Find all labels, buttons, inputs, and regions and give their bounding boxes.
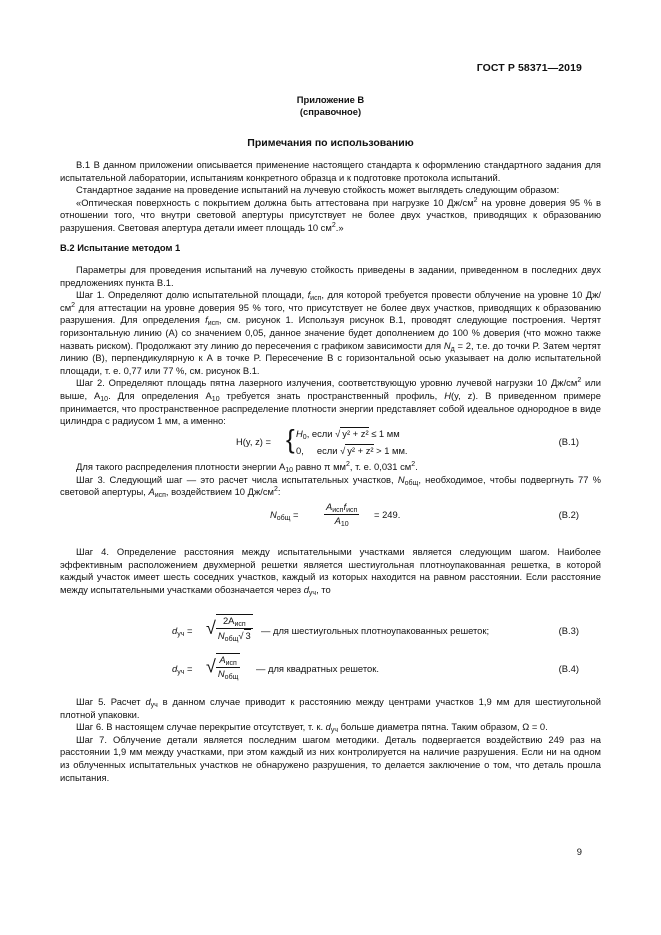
b1-brace: { (286, 424, 295, 454)
b3-lhs: $d_{уч}$ = (172, 625, 193, 638)
step-5-paragraph: Шаг 5. Расчет $d_{уч}$ в данном случае приводит к расстоянию между центрами участков 1,9 мм для шестиугольной плотной упаковки. (60, 696, 601, 720)
subsection-heading: В.2 Испытание методом 1 (60, 242, 181, 253)
step-7-paragraph: Шаг 7. Облучение детали является последним шагом методики. Деталь подвергается воздействию 249 раз на расстоянии 1,9 мм между участками, при этом каждый из них контролируется на наличие разрушения. Если ни на одном из облученных испытательных участков не обнаружено разрушения, то делается заключение о том, что деталь прошла испытания. (60, 733, 601, 783)
step-1-paragraph: Шаг 1. Определяют долю испытательной площади, $f_{исп}$, для которой требуется провести облучение на уровне 10 $Дж/см^2$ для аттестации на уровне доверия 95 % того, что присутствует не более двух участков, приводящих к образованию разрушения. Для определения $f_{исп}$, см. рисунок 1. Используя рисунок В.1, проводят следующие построения. Чертят горизонтальную линию (А) со значением 0,05, данное значение будет дополнением до 100 % доверия (что можно также назвать риском). Продолжают эту линию до пересечения с графиком зависимости для $N_д = 2$, т.е. до точки P. Затем чертят линию (В), перпендикулярную к А в точке P. Пересечение В с горизонтальной осью указывает на долю испытательной площади, т. е. 0,77 или 77 %, см. рисунок В.1. (60, 289, 601, 376)
appendix-note: (справочное) (299, 106, 362, 117)
b4-root: √ $\frac{A_{исп}}{N_{общ}}$ (206, 654, 239, 681)
step-3-paragraph: Шаг 3. Следующий шаг — это расчет числа испытательных участков, $N_{общ}$, необходимое, чтобы подвергнуть 77 % световой апертуры, $A_{исп}$, воздействием 10 $Дж/см^2$: (60, 473, 601, 500)
standard-header: ГОСТ Р 58371—2019 (476, 62, 582, 74)
intro-paragraph-1: В.1 В данном приложении описывается применение настоящего стандарта к оформлению стандартного задания для испытательной лаборатории, испытаниям конкретного образца и к подготовке протокола испытаний. (60, 159, 601, 183)
step-4-paragraph: Шаг 4. Определение расстояния между испытательными участками является следующим шагом. Наиболее эффективным расположением двухмерной решетки является шестиугольная плотноупакованная решетка, в которой каждый участок имеет шесть соседних участков, каждый из которых находится на равном расстоянии. Если расстояние между испытательными участками обозначается через $d_{уч}$, то (60, 546, 601, 597)
b2-fraction: $\frac{A_{исп}f_{исп}}{A_{10}}$ (326, 501, 358, 528)
step-2-paragraph: Шаг 2. Определяют площадь пятна лазерного излучения, соответствующую уровню лучевой нагрузки 10 $Дж/см^2$ или выше, $A_{10}$. Для определения $A_{10}$ требуется знать пространственный профиль, H(y, z). В приведенном примере принимается, что пространственное распределение плотности энергии представляет собой идеальное однородное в виде цилиндра с радиусом 1 мм, а именно: (60, 377, 601, 427)
b2-lhs: $N_{общ}$ = (270, 509, 299, 522)
b3-root: √ $\frac{2A_{исп}}{N_{общ}√ 3}$ (206, 615, 251, 643)
section-title: Примечания по использованию (247, 137, 414, 149)
equation-b4 (60, 653, 601, 693)
b2-number: (В.2) (558, 509, 579, 520)
b4-number: (В.4) (558, 663, 579, 674)
page-number: 9 (576, 846, 582, 857)
steps-part-3 (60, 546, 601, 596)
steps-part-2 (60, 461, 601, 499)
area-paragraph: Для такого распределения плотности энергии $A_{10}$ равно π $мм^2$, т. е. 0,031 $см^2$. (76, 461, 418, 474)
intro-paragraph-2: Стандартное задание на проведение испытаний на лучевую стойкость может выглядеть следующим образом: (76, 184, 560, 196)
b3-number: (В.3) (558, 625, 579, 636)
equation-b1 (60, 424, 601, 464)
b2-result: = 249. (374, 509, 401, 520)
params-paragraph: Параметры для проведения испытаний на лучевую стойкость приведены в задании, приведенном в последних двух предложениях пункта В.1. (60, 264, 601, 288)
intro-text (60, 159, 601, 235)
b4-text: — для квадратных решеток. (256, 663, 379, 674)
equation-b3 (60, 614, 601, 654)
b4-lhs: $d_{уч}$ = (172, 663, 193, 676)
intro-paragraph-3: «Оптическая поверхность с покрытием должна быть аттестована при нагрузке 10 $Дж/см^2$ на уровне доверия 95 % в отношении того, что внутри световой апертуры присутствует не более двух участков, приводящих к образованию разрушения. Световая апертура детали имеет площадь 10 $см^2$.» (60, 196, 601, 233)
b1-case-1: $H_0$, если √ y² + z² ≤ 1 мм (296, 428, 400, 441)
b1-case-2: 0, если √ y² + z² > 1 мм. (296, 445, 408, 456)
steps-part-4 (60, 696, 601, 784)
b3-text: — для шестиугольных плотноупакованных решеток; (261, 625, 490, 636)
b1-number: (В.1) (558, 436, 579, 447)
steps-part-1 (60, 264, 601, 428)
b1-lhs: H(y, z) = (236, 436, 271, 447)
step-6-paragraph: Шаг 6. В настоящем случае перекрытие отсутствует, т. к. $d_{уч}$ больше диаметра пятна. Таким образом, Ω = 0. (76, 721, 548, 735)
appendix-title: Приложение В (296, 94, 365, 105)
equation-b2 (60, 503, 601, 543)
